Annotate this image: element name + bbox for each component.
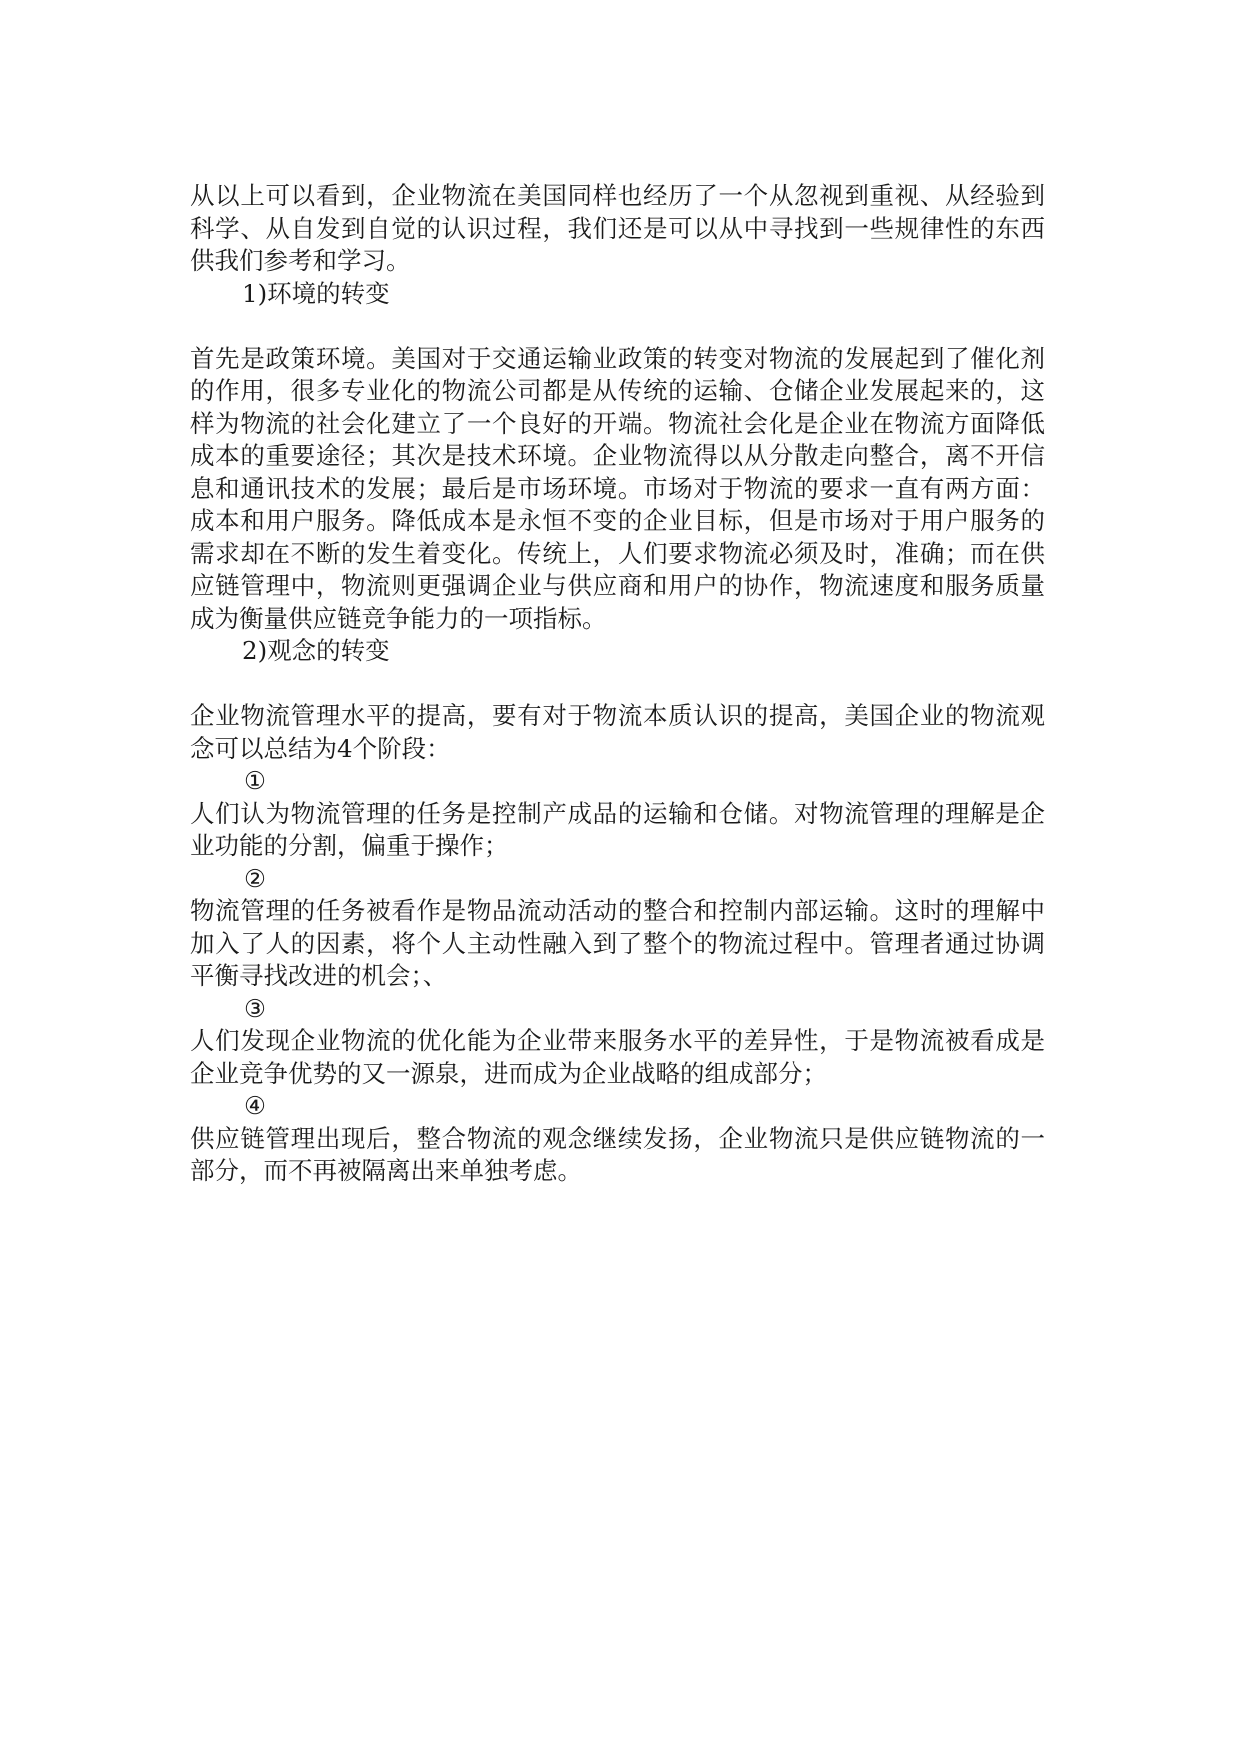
stage-marker-1: ① (244, 766, 266, 795)
stage-marker-3: ③ (244, 993, 266, 1023)
blank-line (190, 310, 1045, 343)
section-heading-concept: 2)观念的转变 (242, 636, 390, 665)
intro-paragraph: 从以上可以看到，企业物流在美国同样也经历了一个从忽视到重视、从经验到科学、从自发到自觉的认识过程，我们还是可以从中寻找到一些规律性的东西供我们参考和学习。 (190, 181, 1045, 275)
concept-paragraph: 企业物流管理水平的提高，要有对于物流本质认识的提高，美国企业的物流观念可以总结为4个阶段： (190, 701, 1045, 763)
section-heading-environment: 1)环境的转变 (242, 278, 390, 308)
stage-text-1: 人们认为物流管理的任务是控制产成品的运输和仓储。对物流管理的理解是企业功能的分割，偏重于操作； (190, 798, 1045, 860)
blank-line (190, 668, 1045, 701)
stage-text-3: 人们发现企业物流的优化能为企业带来服务水平的差异性，于是物流被看成是企业竞争优势的又一源泉，进而成为企业战略的组成部分； (190, 1026, 1045, 1088)
stage-text-2: 物流管理的任务被看作是物品流动活动的整合和控制内部运输。这时的理解中加入了人的因素，将个人主动性融入到了整个的物流过程中。管理者通过协调平衡寻找改进的机会；、 (190, 896, 1045, 990)
stage-marker-2: ② (244, 863, 266, 893)
environment-paragraph: 首先是政策环境。美国对于交通运输业政策的转变对物流的发展起到了催化剂的作用，很多专业化的物流公司都是从传统的运输、仓储企业发展起来的，这样为物流的社会化建立了一个良好的开端。物流社会化是企业在物流方面降低成本的重要途径；其次是技术环境。企业物流得以从分散走向整合，离不开信息和通讯技术的发展；最后是市场环境。市场对于物流的要求一直有两方面：成本和用户服务。降低成本是永恒不变的企业目标，但是市场对于用户服务的需求却在不断的发生着变化。传统上，人们要求物流必须及时，准确；而在供应链管理中，物流则更强调企业与供应商和用户的协作，物流速度和服务质量成为衡量供应链竞争能力的一项指标。 (190, 343, 1045, 633)
stage-marker-4: ④ (244, 1091, 266, 1120)
document-body (190, 180, 1045, 1188)
stage-text-4: 供应链管理出现后，整合物流的观念继续发扬，企业物流只是供应链物流的一部分，而不再被隔离出来单独考虑。 (190, 1123, 1045, 1185)
